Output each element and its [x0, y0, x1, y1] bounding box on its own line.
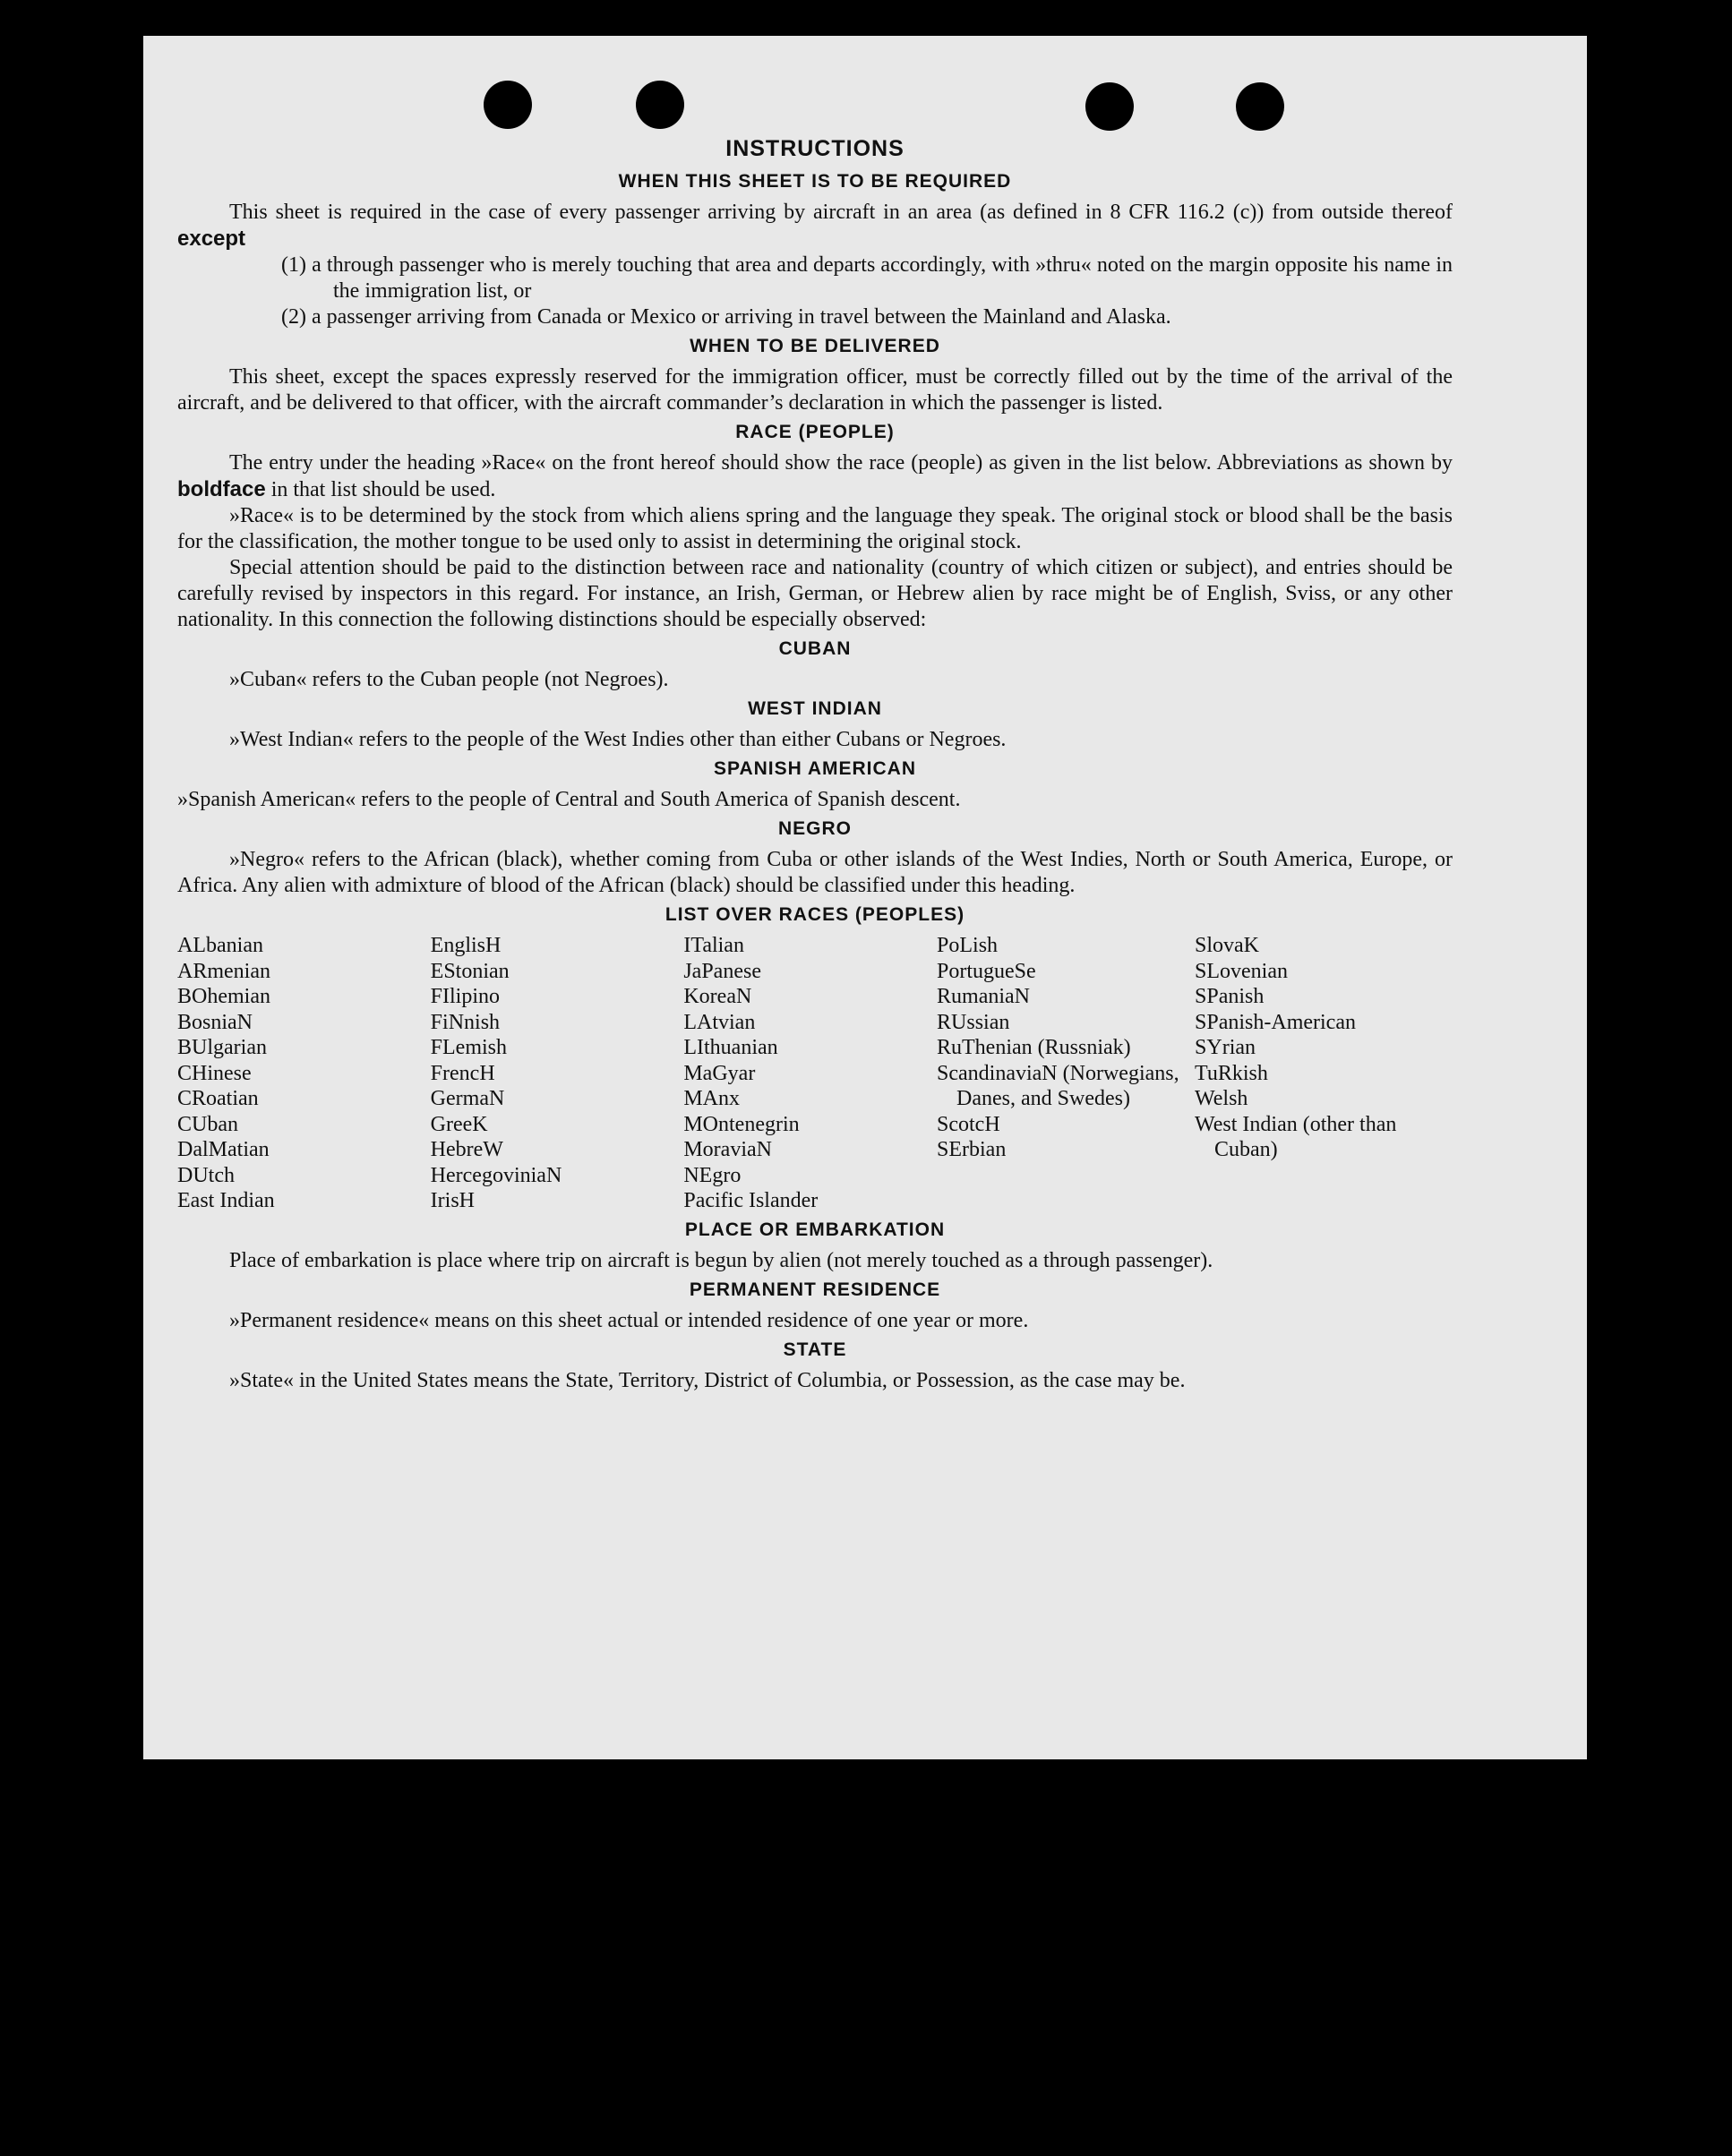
race-entry: East Indian — [177, 1189, 275, 1212]
race-entry: SlovaK — [1195, 934, 1260, 957]
race-entry: RuThenian (Russniak) — [937, 1036, 1131, 1059]
race-paragraph-3: Special attention should be paid to the distinction between race and nationality (country of which citizen or subject), and entries should be carefully revised by inspectors in this regard. For instance, an Irish, German, or Hebrew alien by race might be of English, Sviss, or any other nationality. In this connection the following distinctions should be especially observed: — [177, 556, 1453, 631]
west-indian-text: »West Indian« refers to the people of the West Indies other than either Cubans or Negroes. — [229, 728, 1007, 751]
document-page — [143, 36, 1587, 1759]
race-entry: HebreW — [430, 1138, 503, 1161]
race-entry: PoLish — [937, 934, 999, 957]
race-entry: SPanish — [1195, 985, 1265, 1008]
required-intro-bold: except — [177, 227, 246, 251]
section-heading-race-list: LIST OVER RACES (PEOPLES) — [665, 904, 965, 925]
punch-hole — [1236, 82, 1284, 131]
race-entry: SYrian — [1195, 1036, 1256, 1059]
race-entry: DalMatian — [177, 1138, 270, 1161]
race-column-4 — [937, 933, 1195, 1214]
section-heading-residence: PERMANENT RESIDENCE — [689, 1279, 941, 1300]
punch-hole — [1085, 82, 1134, 131]
race-entry: CHinese — [177, 1061, 252, 1085]
race-entry: DUtch — [177, 1163, 235, 1187]
race-entry: TuRkish — [1195, 1061, 1268, 1085]
race-entry: IrisH — [430, 1189, 475, 1212]
section-heading-race: RACE (PEOPLE) — [735, 422, 895, 442]
section-heading-delivered: WHEN TO BE DELIVERED — [690, 336, 940, 356]
required-intro — [177, 200, 1453, 252]
race-entry: RumaniaN — [937, 985, 1030, 1008]
race-column-5 — [1195, 933, 1453, 1214]
race-entry: EStonian — [430, 959, 510, 983]
race-entry: ARmenian — [177, 959, 270, 983]
race-entry: ScandinaviaN (Norwegians, Danes, and Swedes) — [937, 1061, 1179, 1110]
race-entry: CUban — [177, 1112, 238, 1136]
race-entry: GreeK — [430, 1112, 488, 1136]
race-entry: NEgro — [683, 1163, 742, 1187]
section-heading-cuban: CUBAN — [778, 638, 852, 659]
race-entry: MAnx — [683, 1087, 741, 1110]
race-entry: CRoatian — [177, 1087, 259, 1110]
cuban-text: »Cuban« refers to the Cuban people (not Negroes). — [229, 668, 669, 691]
race-entry: SLovenian — [1195, 959, 1288, 983]
required-intro-text: This sheet is required in the case of every passenger arriving by aircraft in an area (as defined in 8 CFR 116.2 (c)) from outside thereof — [229, 201, 1453, 224]
race-entry: BosniaN — [177, 1010, 253, 1034]
race-entry: PortugueSe — [937, 959, 1036, 983]
race-entry: LAtvian — [683, 1010, 756, 1034]
race-paragraph-1 — [177, 450, 1453, 503]
section-heading-embarkation: PLACE OR EMBARKATION — [684, 1219, 946, 1240]
race-entry: ALbanian — [177, 934, 263, 957]
race-entry: RUssian — [937, 1010, 1010, 1034]
residence-text: »Permanent residence« means on this sheet actual or intended residence of one year or more. — [229, 1308, 1029, 1332]
delivered-text: This sheet, except the spaces expressly reserved for the immigration officer, must be correctly filled out by the time of the arrival of the aircraft, and be delivered to that officer, with the aircraft commander’s declaration in which the passenger is listed. — [177, 365, 1453, 415]
race-entry: ITalian — [683, 934, 744, 957]
race-paragraph-2: »Race« is to be determined by the stock from which aliens spring and the language they speak. The original stock or blood shall be the basis for the classification, the mother tongue to be used only to assist in determining the original stock. — [177, 504, 1453, 553]
state-text: »State« in the United States means the State, Territory, District of Columbia, or Possession, as the case may be. — [229, 1368, 1186, 1392]
race-entry: ScotcH — [937, 1112, 1000, 1136]
race-entry: West Indian (other than Cuban) — [1195, 1112, 1397, 1161]
race-entry: BUlgarian — [177, 1036, 267, 1059]
race-entry: LIthuanian — [683, 1036, 778, 1059]
race-entry: GermaN — [430, 1087, 505, 1110]
race-entry: FLemish — [430, 1036, 508, 1059]
required-item-1: (1) a through passenger who is merely touching that area and departs accordingly, with »thru« noted on the margin opposite his name in the immigration list, or — [281, 253, 1453, 303]
instructions-content — [177, 136, 1453, 1394]
negro-text: »Negro« refers to the African (black), whether coming from Cuba or other islands of the West Indies, North or South America, Europe, or Africa. Any alien with admixture of blood of the African (black) should be classified under this heading. — [177, 848, 1453, 897]
race-entry: EnglisH — [430, 934, 502, 957]
race-entry: MoraviaN — [683, 1138, 772, 1161]
race-list — [177, 933, 1453, 1214]
race-entry: SPanish-American — [1195, 1010, 1356, 1034]
race-entry: FiNnish — [430, 1010, 501, 1034]
race-column-3 — [683, 933, 937, 1214]
race-p1-after: in that list should be used. — [270, 478, 496, 501]
race-entry: HercegoviniaN — [430, 1163, 562, 1187]
race-column-2 — [431, 933, 684, 1214]
race-entry: Welsh — [1195, 1087, 1248, 1110]
section-heading-required: WHEN THIS SHEET IS TO BE REQUIRED — [618, 171, 1012, 192]
race-entry: SErbian — [937, 1138, 1007, 1161]
section-heading-west-indian: WEST INDIAN — [748, 698, 882, 719]
race-p1-before: The entry under the heading »Race« on the front hereof should show the race (people) as given in the list below. Abbreviations as shown by — [229, 451, 1453, 475]
embarkation-text: Place of embarkation is place where trip on aircraft is begun by alien (not merely touched as a through passenger). — [229, 1248, 1213, 1272]
race-entry: FrencH — [430, 1061, 495, 1085]
punch-hole — [636, 81, 684, 129]
section-heading-state: STATE — [783, 1339, 847, 1360]
race-entry: MaGyar — [683, 1061, 756, 1085]
spanish-american-text: »Spanish American« refers to the people of Central and South America of Spanish descent. — [177, 788, 961, 811]
race-entry: KoreaN — [683, 985, 752, 1008]
race-entry: MOntenegrin — [683, 1112, 800, 1136]
race-column-1 — [177, 933, 431, 1214]
race-p1-bold: boldface — [177, 477, 266, 501]
race-entry: JaPanese — [683, 959, 761, 983]
page-title: INSTRUCTIONS — [725, 136, 905, 161]
race-entry: Pacific Islander — [683, 1189, 819, 1212]
section-heading-negro: NEGRO — [777, 818, 852, 839]
race-entry: FIlipino — [430, 985, 501, 1008]
punch-hole — [484, 81, 532, 129]
section-heading-spanish-american: SPANISH AMERICAN — [713, 758, 916, 779]
required-item-2: (2) a passenger arriving from Canada or Mexico or arriving in travel between the Mainland and Alaska. — [281, 305, 1171, 329]
race-entry: BOhemian — [177, 985, 270, 1008]
